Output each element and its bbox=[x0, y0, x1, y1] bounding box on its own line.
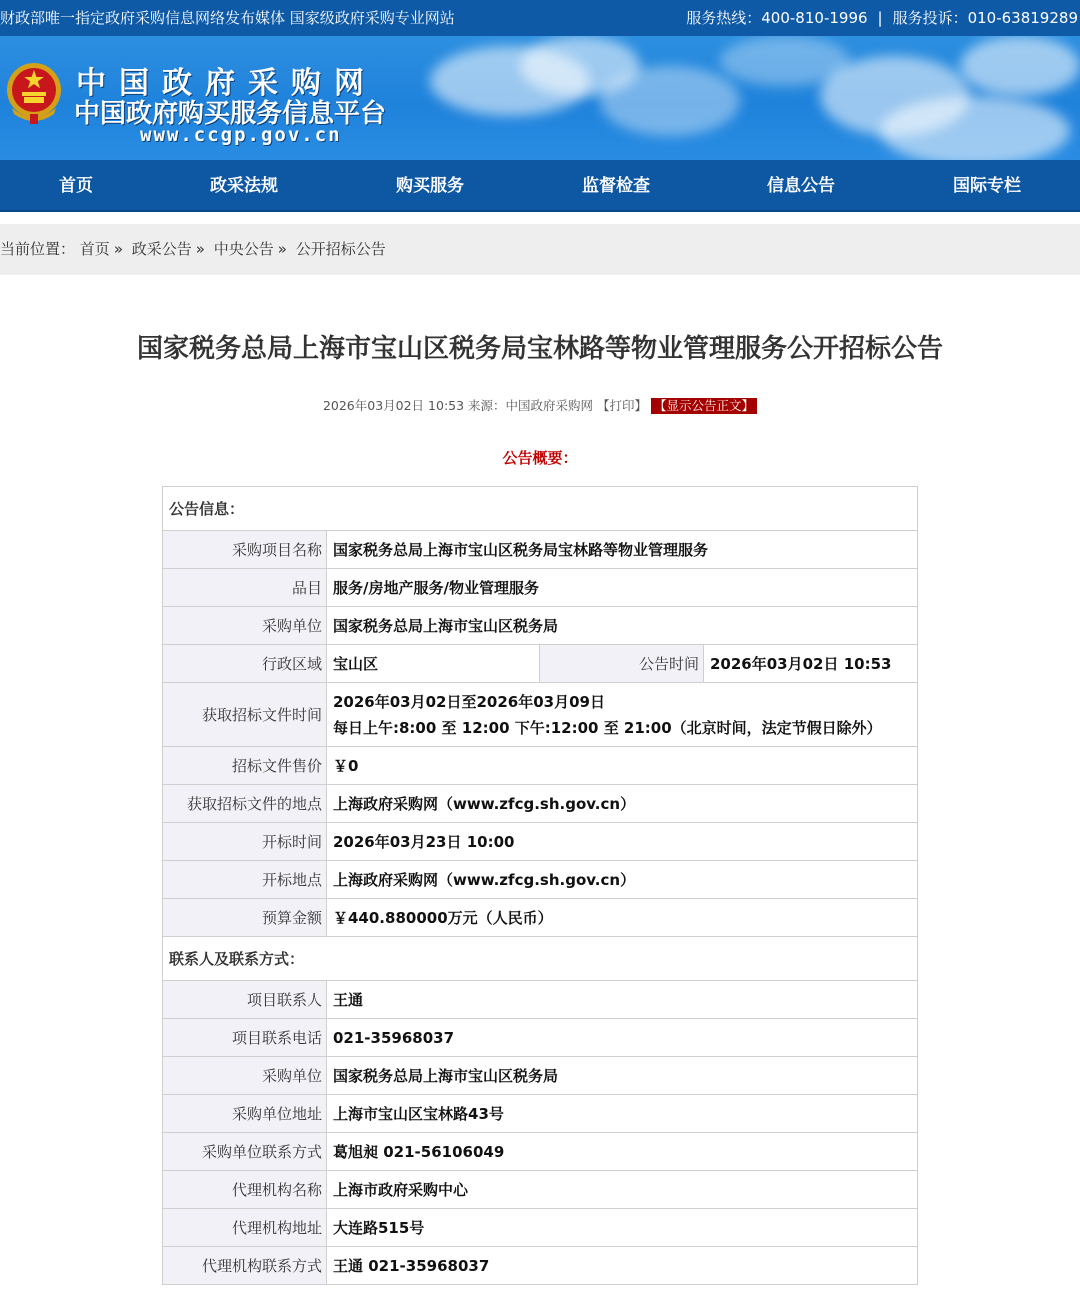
hotline-text: 服务热线：400-810-1996 bbox=[686, 9, 868, 27]
agency-name-value: 上海市政府采购中心 bbox=[327, 1171, 918, 1209]
agency-contact-value: 王通 021-35968037 bbox=[327, 1247, 918, 1285]
budget-value: ￥440.880000万元（人民币） bbox=[327, 899, 918, 937]
contact-value: 王通 bbox=[327, 981, 918, 1019]
breadcrumb-procurement-notices[interactable]: 政采公告 bbox=[131, 240, 192, 258]
table-label: 公告时间 bbox=[540, 645, 704, 683]
table-row bbox=[163, 899, 918, 937]
table-label: 采购单位 bbox=[163, 607, 327, 645]
agency-address-value: 大连路515号 bbox=[327, 1209, 918, 1247]
table-label: 开标地点 bbox=[163, 861, 327, 899]
table-label: 开标时间 bbox=[163, 823, 327, 861]
nav-supervision[interactable]: 监督检查 bbox=[582, 176, 650, 196]
publish-time-value: 2026年03月02日 10:53 bbox=[704, 645, 918, 683]
table-label: 获取招标文件的地点 bbox=[163, 785, 327, 823]
notice-meta bbox=[0, 396, 1080, 414]
table-row bbox=[163, 1019, 918, 1057]
category-value: 服务/房地产服务/物业管理服务 bbox=[327, 569, 918, 607]
doc-price-value: ￥0 bbox=[327, 747, 918, 785]
notice-source: 来源：中国政府采购网 bbox=[468, 398, 594, 413]
breadcrumb bbox=[0, 224, 1080, 275]
table-label: 代理机构名称 bbox=[163, 1171, 327, 1209]
region-value: 宝山区 bbox=[327, 645, 540, 683]
table-label: 代理机构联系方式 bbox=[163, 1247, 327, 1285]
table-label: 招标文件售价 bbox=[163, 747, 327, 785]
table-row bbox=[163, 645, 918, 683]
purchaser-value: 国家税务总局上海市宝山区税务局 bbox=[327, 607, 918, 645]
project-name-value: 国家税务总局上海市宝山区税务局宝林路等物业管理服务 bbox=[327, 531, 918, 569]
separator: | bbox=[877, 9, 883, 27]
slogan-text: 财政部唯一指定政府采购信息网络发布媒体 国家级政府采购专业网站 bbox=[0, 9, 455, 27]
breadcrumb-home[interactable]: 首页 bbox=[79, 240, 110, 258]
breadcrumb-arrow: » bbox=[195, 240, 205, 258]
breadcrumb-open-tender[interactable]: 公开招标公告 bbox=[295, 240, 386, 258]
doc-place-value: 上海政府采购网（www.zfcg.sh.gov.cn） bbox=[327, 785, 918, 823]
table-label: 采购单位联系方式 bbox=[163, 1133, 327, 1171]
table-row bbox=[163, 531, 918, 569]
table-label: 代理机构地址 bbox=[163, 1209, 327, 1247]
section-notice-info: 公告信息： bbox=[163, 487, 918, 531]
breadcrumb-prefix: 当前位置： bbox=[0, 240, 76, 258]
table-label: 采购单位 bbox=[163, 1057, 327, 1095]
purchaser-contact-unit-value: 国家税务总局上海市宝山区税务局 bbox=[327, 1057, 918, 1095]
site-url: www.ccgp.gov.cn bbox=[140, 124, 342, 146]
open-time-value: 2026年03月23日 10:00 bbox=[327, 823, 918, 861]
notice-info-table bbox=[162, 486, 918, 1285]
table-row bbox=[163, 1095, 918, 1133]
breadcrumb-arrow: » bbox=[113, 240, 123, 258]
table-label: 行政区域 bbox=[163, 645, 327, 683]
site-subtitle: 中国政府购买服务信息平台 bbox=[74, 99, 387, 129]
table-row bbox=[163, 1171, 918, 1209]
table-row bbox=[163, 683, 918, 747]
section-contacts: 联系人及联系方式： bbox=[163, 937, 918, 981]
table-row bbox=[163, 747, 918, 785]
purchaser-contact-value: 葛旭昶 021-56106049 bbox=[327, 1133, 918, 1171]
purchaser-address-value: 上海市宝山区宝林路43号 bbox=[327, 1095, 918, 1133]
nav-announcements[interactable]: 信息公告 bbox=[767, 176, 835, 196]
table-row bbox=[163, 1133, 918, 1171]
print-link[interactable]: 【打印】 bbox=[597, 398, 648, 413]
complaint-text: 服务投诉：010-63819289 bbox=[892, 9, 1078, 27]
table-row bbox=[163, 1057, 918, 1095]
table-row bbox=[163, 823, 918, 861]
contact-phone-value: 021-35968037 bbox=[327, 1019, 918, 1057]
table-row bbox=[163, 981, 918, 1019]
page-title: 国家税务总局上海市宝山区税务局宝林路等物业管理服务公开招标公告 bbox=[136, 334, 943, 364]
nav-regulations[interactable]: 政采法规 bbox=[210, 176, 278, 196]
table-label: 项目联系人 bbox=[163, 981, 327, 1019]
summary-heading: 公告概要： bbox=[502, 449, 578, 467]
table-label: 品目 bbox=[163, 569, 327, 607]
main-nav bbox=[0, 160, 1080, 212]
nav-home[interactable]: 首页 bbox=[59, 176, 93, 196]
publish-datetime: 2026年03月02日 10:53 bbox=[322, 398, 465, 413]
breadcrumb-arrow: » bbox=[277, 240, 287, 258]
national-emblem-icon bbox=[4, 56, 64, 128]
doc-time-range: 2026年03月02日至2026年03月09日 bbox=[333, 692, 605, 711]
breadcrumb-central-notices[interactable]: 中央公告 bbox=[213, 240, 274, 258]
nav-international[interactable]: 国际专栏 bbox=[953, 176, 1021, 196]
doc-time-value bbox=[327, 683, 918, 747]
site-name: 中国政府采购网 bbox=[76, 66, 377, 101]
top-info-bar bbox=[0, 0, 1080, 36]
table-label: 项目联系电话 bbox=[163, 1019, 327, 1057]
table-row bbox=[163, 861, 918, 899]
table-row bbox=[163, 569, 918, 607]
doc-time-hours: 每日上午:8:00 至 12:00 下午:12:00 至 21:00（北京时间，法定节假日除外） bbox=[333, 718, 882, 737]
table-label: 采购单位地址 bbox=[163, 1095, 327, 1133]
service-contacts bbox=[686, 0, 1078, 36]
table-label: 预算金额 bbox=[163, 899, 327, 937]
site-banner bbox=[0, 36, 1080, 160]
table-row bbox=[163, 607, 918, 645]
show-body-button[interactable]: 【显示公告正文】 bbox=[651, 398, 757, 414]
table-label: 采购项目名称 bbox=[163, 531, 327, 569]
table-row bbox=[163, 1209, 918, 1247]
table-row bbox=[163, 1247, 918, 1285]
table-row bbox=[163, 785, 918, 823]
nav-purchase-services[interactable]: 购买服务 bbox=[396, 176, 464, 196]
table-label: 获取招标文件时间 bbox=[163, 683, 327, 747]
open-place-value: 上海政府采购网（www.zfcg.sh.gov.cn） bbox=[327, 861, 918, 899]
